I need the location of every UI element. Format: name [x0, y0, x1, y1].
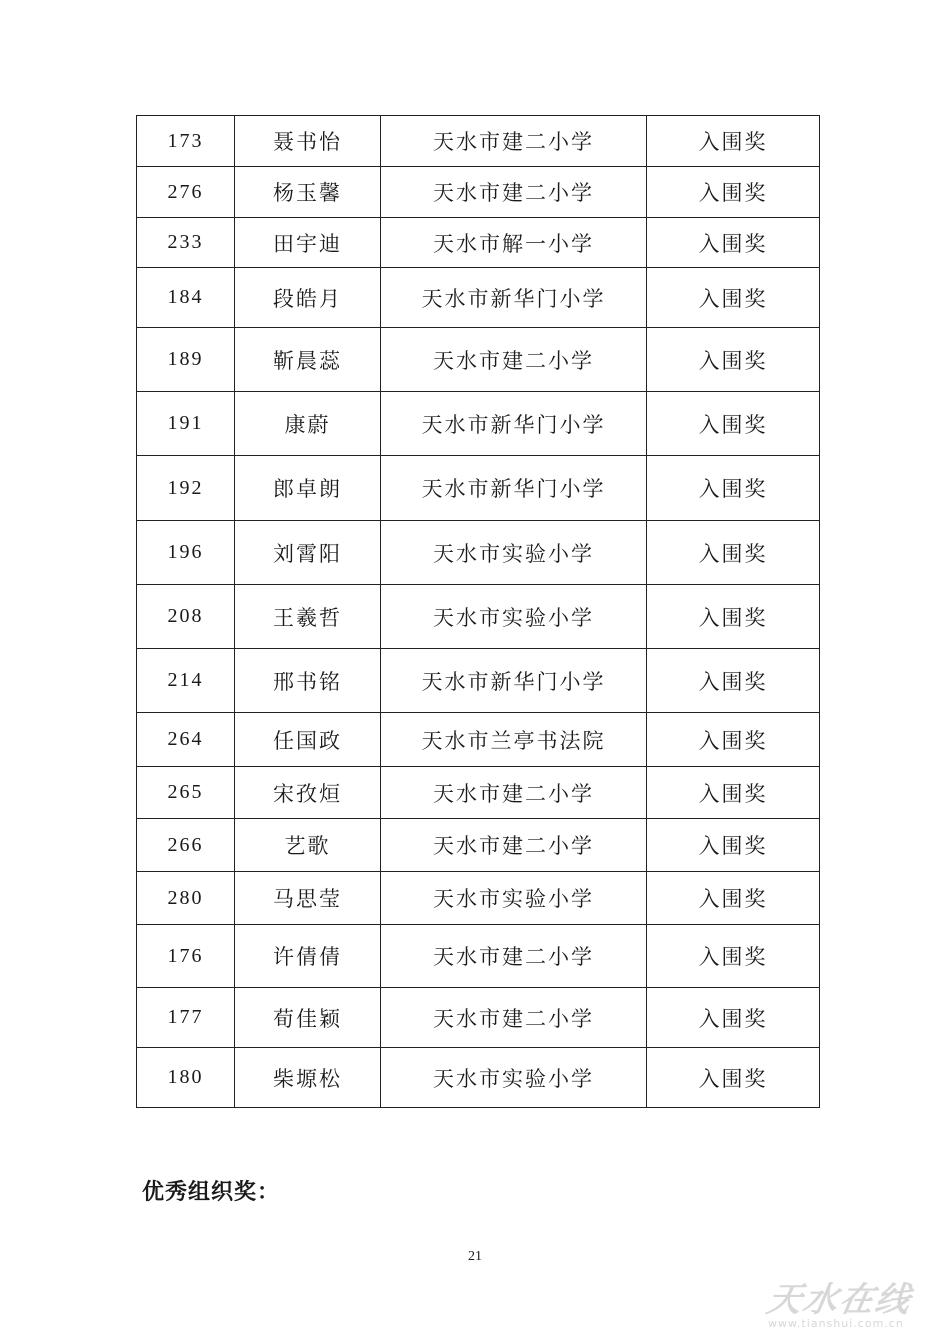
table-row: [137, 988, 820, 1048]
cell-number: 264: [137, 713, 235, 767]
section-heading: 优秀组织奖：: [142, 1180, 281, 1205]
cell-name: 荀佳颖: [235, 988, 381, 1048]
cell-award: 入围奖: [647, 988, 820, 1048]
cell-award: 入围奖: [647, 167, 820, 218]
cell-name: 邢书铭: [235, 649, 381, 713]
awards-table-body: [137, 116, 820, 1108]
page-number: 21: [468, 1249, 482, 1264]
cell-number: 173: [137, 116, 235, 167]
table-row: [137, 585, 820, 649]
cell-school: 天水市建二小学: [381, 988, 647, 1048]
table-row: [137, 713, 820, 767]
cell-school: 天水市新华门小学: [381, 456, 647, 521]
cell-number: 177: [137, 988, 235, 1048]
cell-school: 天水市新华门小学: [381, 268, 647, 328]
table-row: [137, 925, 820, 988]
cell-school: 天水市建二小学: [381, 925, 647, 988]
cell-name: 郎卓朗: [235, 456, 381, 521]
cell-number: 192: [137, 456, 235, 521]
table-row: [137, 521, 820, 585]
cell-number: 189: [137, 328, 235, 392]
cell-name: 许倩倩: [235, 925, 381, 988]
table-row: [137, 767, 820, 819]
cell-award: 入围奖: [647, 328, 820, 392]
cell-school: 天水市实验小学: [381, 872, 647, 925]
watermark-logo: 天水在线: [763, 1280, 915, 1320]
cell-name: 刘霄阳: [235, 521, 381, 585]
cell-number: 266: [137, 819, 235, 872]
table-row: [137, 1048, 820, 1108]
cell-award: 入围奖: [647, 456, 820, 521]
cell-school: 天水市建二小学: [381, 116, 647, 167]
watermark: [763, 1272, 940, 1330]
cell-school: 天水市新华门小学: [381, 649, 647, 713]
cell-number: 265: [137, 767, 235, 819]
cell-name: 王羲哲: [235, 585, 381, 649]
table-row: [137, 167, 820, 218]
table-row: [137, 268, 820, 328]
cell-school: 天水市兰亭书法院: [381, 713, 647, 767]
awards-table: [136, 115, 820, 1108]
cell-number: 276: [137, 167, 235, 218]
table-row: [137, 392, 820, 456]
cell-name: 康蔚: [235, 392, 381, 456]
cell-number: 180: [137, 1048, 235, 1108]
cell-award: 入围奖: [647, 649, 820, 713]
cell-award: 入围奖: [647, 392, 820, 456]
table-row: [137, 218, 820, 268]
cell-number: 214: [137, 649, 235, 713]
cell-award: 入围奖: [647, 767, 820, 819]
cell-school: 天水市建二小学: [381, 328, 647, 392]
cell-name: 田宇迪: [235, 218, 381, 268]
cell-award: 入围奖: [647, 116, 820, 167]
cell-name: 艺歌: [235, 819, 381, 872]
cell-name: 宋孜烜: [235, 767, 381, 819]
watermark-url: www.tianshui.com.cn: [768, 1317, 904, 1330]
cell-name: 聂书怡: [235, 116, 381, 167]
cell-number: 191: [137, 392, 235, 456]
table-row: [137, 872, 820, 925]
cell-school: 天水市新华门小学: [381, 392, 647, 456]
cell-school: 天水市建二小学: [381, 167, 647, 218]
cell-school: 天水市实验小学: [381, 585, 647, 649]
cell-name: 任国政: [235, 713, 381, 767]
cell-number: 196: [137, 521, 235, 585]
cell-award: 入围奖: [647, 521, 820, 585]
table-row: [137, 328, 820, 392]
table-row: [137, 819, 820, 872]
cell-school: 天水市建二小学: [381, 819, 647, 872]
cell-award: 入围奖: [647, 925, 820, 988]
cell-award: 入围奖: [647, 872, 820, 925]
cell-name: 段皓月: [235, 268, 381, 328]
cell-number: 176: [137, 925, 235, 988]
cell-award: 入围奖: [647, 218, 820, 268]
cell-award: 入围奖: [647, 1048, 820, 1108]
table-row: [137, 649, 820, 713]
cell-name: 杨玉馨: [235, 167, 381, 218]
table-row: [137, 456, 820, 521]
cell-school: 天水市建二小学: [381, 767, 647, 819]
cell-name: 柴塬松: [235, 1048, 381, 1108]
cell-award: 入围奖: [647, 585, 820, 649]
cell-school: 天水市实验小学: [381, 1048, 647, 1108]
cell-award: 入围奖: [647, 268, 820, 328]
cell-number: 184: [137, 268, 235, 328]
cell-school: 天水市实验小学: [381, 521, 647, 585]
cell-name: 靳晨蕊: [235, 328, 381, 392]
cell-award: 入围奖: [647, 713, 820, 767]
cell-number: 233: [137, 218, 235, 268]
table-row: [137, 116, 820, 167]
cell-award: 入围奖: [647, 819, 820, 872]
cell-number: 280: [137, 872, 235, 925]
cell-number: 208: [137, 585, 235, 649]
cell-name: 马思莹: [235, 872, 381, 925]
cell-school: 天水市解一小学: [381, 218, 647, 268]
